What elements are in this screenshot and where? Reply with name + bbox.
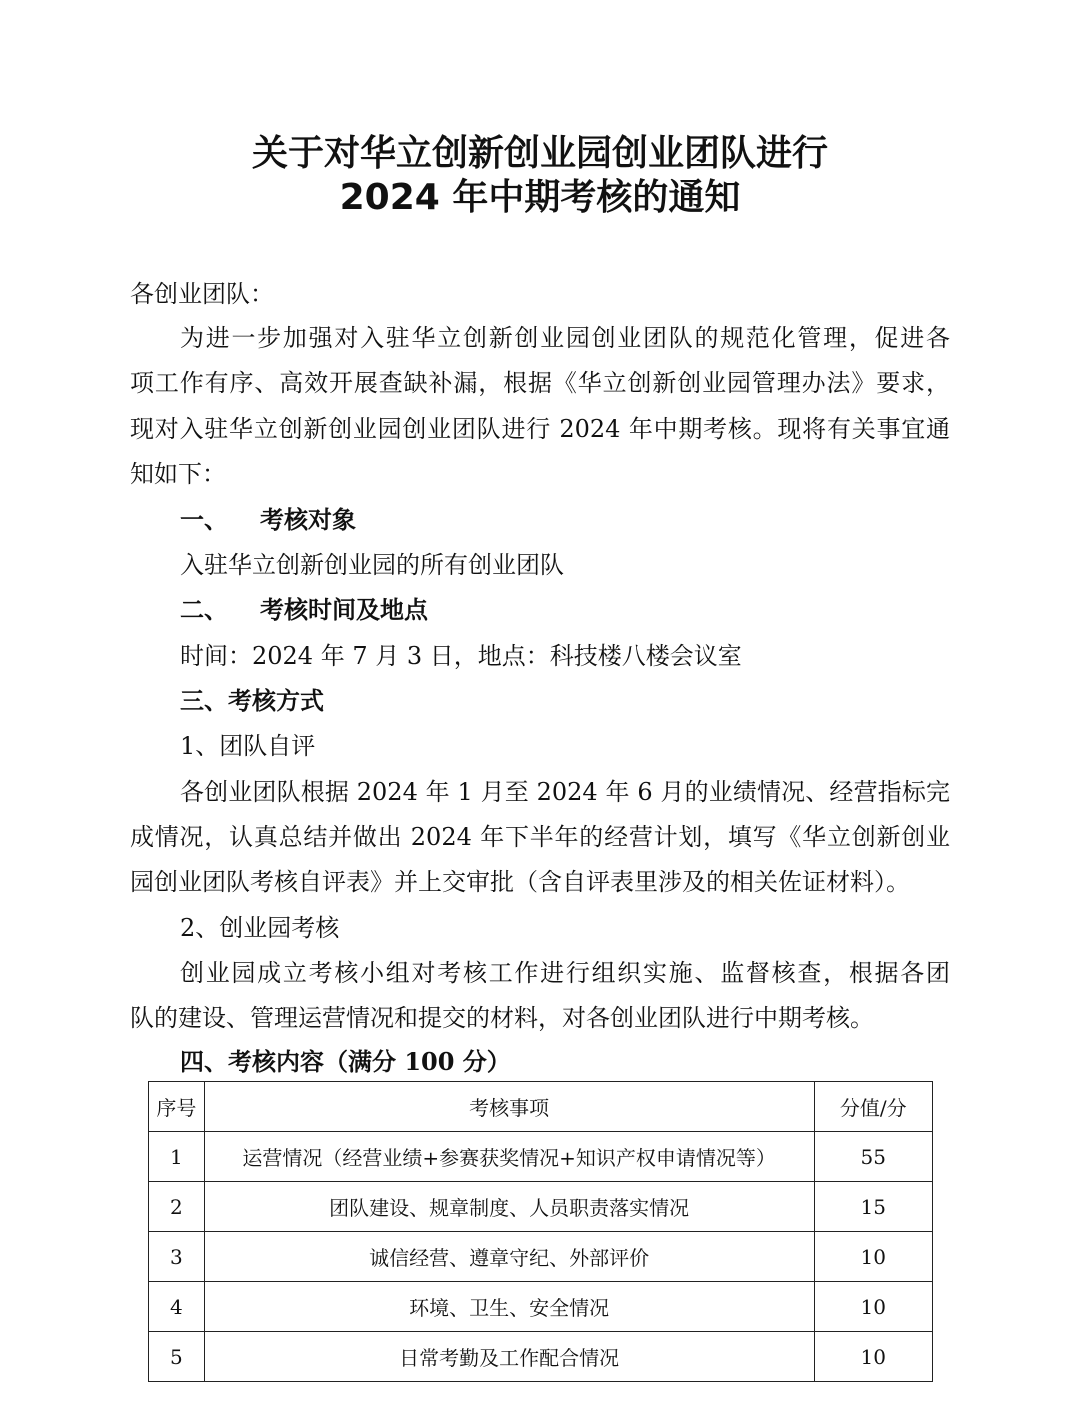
table-header-row xyxy=(149,1082,933,1132)
section-1-content: 入驻华立创新创业园的所有创业团队 xyxy=(180,551,564,579)
intro-line-2: 项工作有序、高效开展查缺补漏，根据《华立创新创业园管理办法》要求， xyxy=(130,369,950,397)
row-item: 诚信经营、遵章守纪、外部评价 xyxy=(204,1232,814,1282)
section-2-heading xyxy=(180,594,428,626)
section-2-content: 时间：2024 年 7 月 3 日，地点：科技楼八楼会议室 xyxy=(180,642,742,670)
row-score: 10 xyxy=(814,1332,932,1382)
section-2-title: 考核时间及地点 xyxy=(260,595,428,624)
section-3-heading: 三、考核方式 xyxy=(180,686,324,715)
section-3-sub-1-heading: 1、团队自评 xyxy=(180,732,316,760)
row-number: 4 xyxy=(149,1282,205,1332)
header-item: 考核事项 xyxy=(204,1082,814,1132)
document-title-line-2: 2024 年中期考核的通知 xyxy=(339,177,741,218)
row-item: 团队建设、规章制度、人员职责落实情况 xyxy=(204,1182,814,1232)
section-3-sub-2-heading: 2、创业园考核 xyxy=(180,914,340,942)
row-number: 5 xyxy=(149,1332,205,1382)
table-row xyxy=(149,1232,933,1282)
row-score: 55 xyxy=(814,1132,932,1182)
row-item: 环境、卫生、安全情况 xyxy=(204,1282,814,1332)
row-number: 1 xyxy=(149,1132,205,1182)
row-number: 3 xyxy=(149,1232,205,1282)
row-item: 运营情况（经营业绩+参赛获奖情况+知识产权申请情况等） xyxy=(204,1132,814,1182)
section-3-sub-1-line-3: 园创业团队考核自评表》并上交审批（含自评表里涉及的相关佐证材料）。 xyxy=(130,868,910,896)
intro-line-3: 现对入驻华立创新创业园创业团队进行 2024 年中期考核。现将有关事宜通 xyxy=(130,415,950,443)
salutation: 各创业团队： xyxy=(130,280,274,308)
row-number: 2 xyxy=(149,1182,205,1232)
section-3-sub-1-line-1: 各创业团队根据 2024 年 1 月至 2024 年 6 月的业绩情况、经营指标完 xyxy=(180,778,950,806)
document-title-line-1: 关于对华立创新创业园创业团队进行 xyxy=(251,133,828,174)
section-1-title: 考核对象 xyxy=(260,505,356,534)
table-row xyxy=(149,1332,933,1382)
table-row xyxy=(149,1282,933,1332)
intro-line-1: 为进一步加强对入驻华立创新创业园创业团队的规范化管理，促进各 xyxy=(180,324,950,352)
row-score: 10 xyxy=(814,1232,932,1282)
table-row xyxy=(149,1132,933,1182)
row-item: 日常考勤及工作配合情况 xyxy=(204,1332,814,1382)
section-3-sub-2-line-2: 队的建设、管理运营情况和提交的材料，对各创业团队进行中期考核。 xyxy=(130,1004,874,1032)
table-row xyxy=(149,1182,933,1232)
section-3-sub-2-line-1: 创业园成立考核小组对考核工作进行组织实施、监督核查，根据各团 xyxy=(180,959,950,987)
intro-line-4: 知如下： xyxy=(130,460,226,488)
section-1-heading xyxy=(180,504,356,536)
section-1-number: 一、 xyxy=(180,505,228,534)
section-3-sub-1-line-2: 成情况，认真总结并做出 2024 年下半年的经营计划，填写《华立创新创业 xyxy=(130,823,950,851)
row-score: 10 xyxy=(814,1282,932,1332)
assessment-table xyxy=(148,1081,933,1382)
header-number: 序号 xyxy=(149,1082,205,1132)
section-4-heading: 四、考核内容（满分 100 分） xyxy=(180,1047,511,1076)
row-score: 15 xyxy=(814,1182,932,1232)
header-score: 分值/分 xyxy=(814,1082,932,1132)
section-2-number: 二、 xyxy=(180,595,228,624)
